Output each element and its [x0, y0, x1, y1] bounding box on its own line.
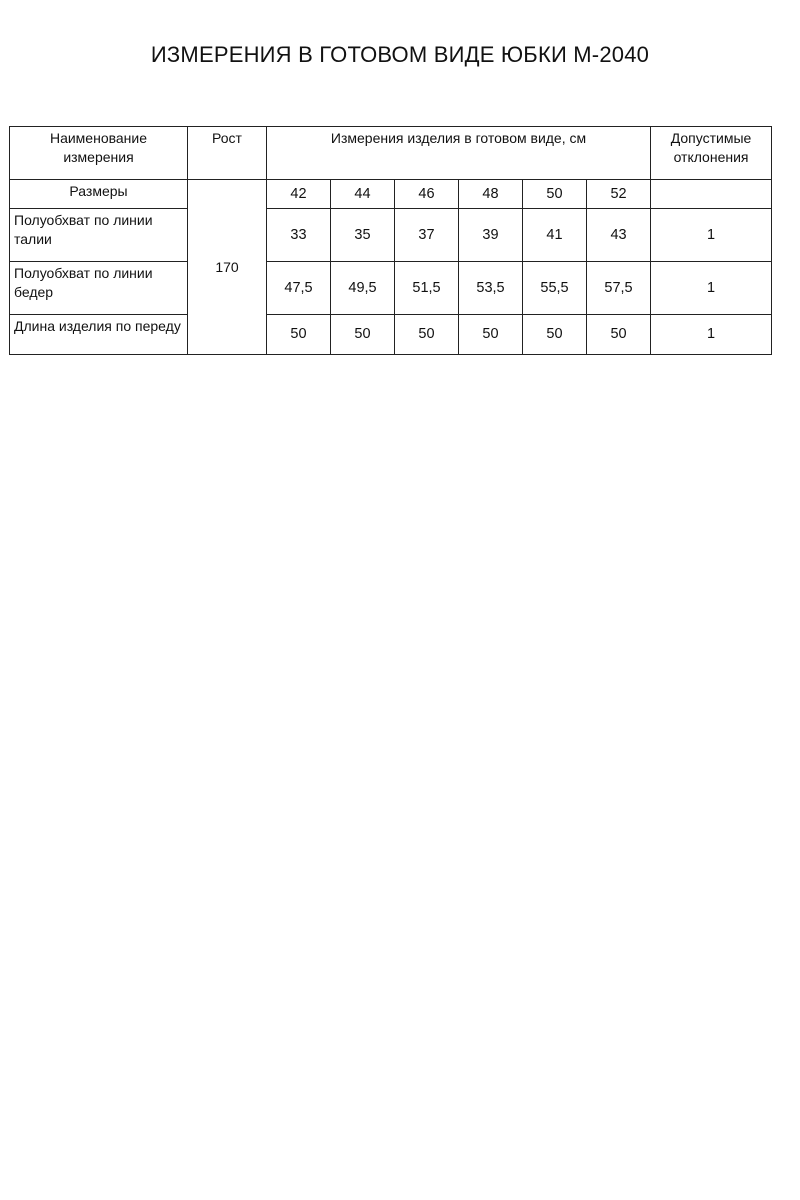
table-row: [10, 262, 772, 315]
value-cell: 57,5: [587, 262, 651, 315]
size-cell: 48: [459, 180, 523, 209]
tolerance-cell: 1: [651, 262, 772, 315]
measure-name-cell: Длина изделия по переду: [10, 315, 188, 355]
value-cell: 53,5: [459, 262, 523, 315]
value-cell: 50: [459, 315, 523, 355]
sizes-row: [10, 180, 772, 209]
value-cell: 33: [267, 209, 331, 262]
table-header-row: [10, 127, 772, 180]
value-cell: 49,5: [331, 262, 395, 315]
value-cell: 50: [267, 315, 331, 355]
sizes-tolerance-empty-cell: [651, 180, 772, 209]
value-cell: 55,5: [523, 262, 587, 315]
size-cell: 50: [523, 180, 587, 209]
sizes-label-cell: Размеры: [10, 180, 188, 209]
header-height-cell: Рост: [188, 127, 267, 180]
value-cell: 50: [523, 315, 587, 355]
measure-name-cell: Полуобхват по линии талии: [10, 209, 188, 262]
value-cell: 43: [587, 209, 651, 262]
size-cell: 44: [331, 180, 395, 209]
value-cell: 50: [331, 315, 395, 355]
header-tolerance-cell: Допустимые отклонения: [651, 127, 772, 180]
size-cell: 46: [395, 180, 459, 209]
tolerance-cell: 1: [651, 315, 772, 355]
value-cell: 35: [331, 209, 395, 262]
height-value-cell: 170: [188, 180, 267, 355]
value-cell: 50: [587, 315, 651, 355]
page-title: ИЗМЕРЕНИЯ В ГОТОВОМ ВИДЕ ЮБКИ М-2040: [150, 42, 650, 67]
size-cell: 52: [587, 180, 651, 209]
value-cell: 50: [395, 315, 459, 355]
header-name-cell: Наименование измерения: [10, 127, 188, 180]
header-measurements-cell: Измерения изделия в готовом виде, см: [267, 127, 651, 180]
value-cell: 51,5: [395, 262, 459, 315]
tolerance-cell: 1: [651, 209, 772, 262]
value-cell: 41: [523, 209, 587, 262]
size-cell: 42: [267, 180, 331, 209]
value-cell: 39: [459, 209, 523, 262]
table-row: [10, 209, 772, 262]
measure-name-cell: Полуобхват по линии бедер: [10, 262, 188, 315]
measurements-table: [9, 126, 772, 355]
table-row: [10, 315, 772, 355]
value-cell: 47,5: [267, 262, 331, 315]
value-cell: 37: [395, 209, 459, 262]
